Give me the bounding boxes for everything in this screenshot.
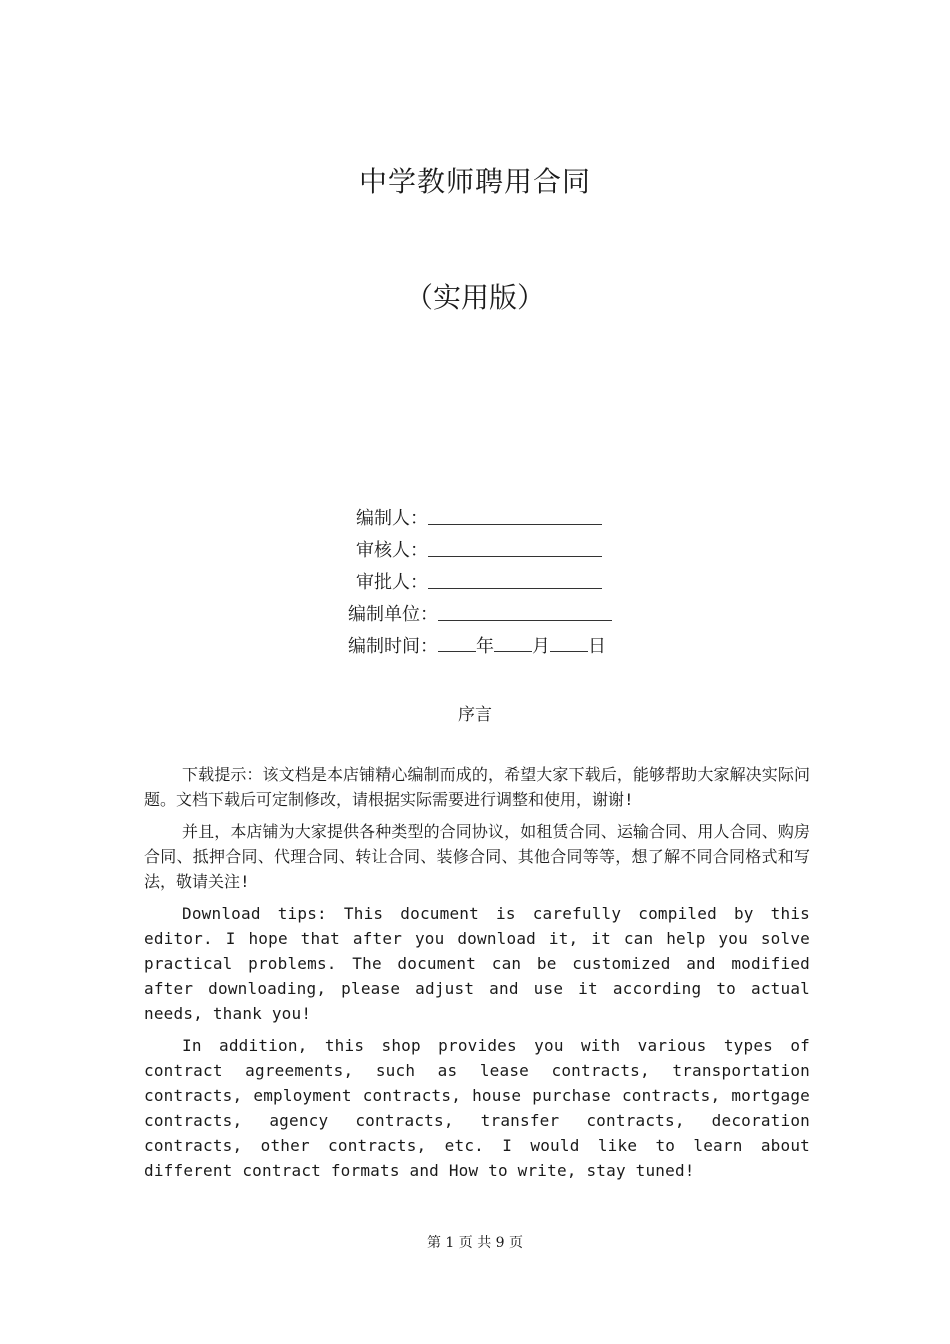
compiler-label: 编制人： — [356, 508, 428, 529]
preface-heading: 序言 — [458, 705, 492, 725]
compiler-row — [0, 504, 950, 536]
day-label: 日 — [588, 636, 606, 657]
day-blank — [550, 633, 588, 652]
unit-blank — [438, 620, 612, 621]
document-title: 中学教师聘用合同 — [358, 165, 591, 198]
approver-row — [0, 568, 950, 600]
preface-paragraph: In addition, this shop provides you with various types of contract agreements, such as lease contracts, transportation contracts, employment contracts, house purchase contracts, mortgage contracts, agency contracts, transfer contracts, decoration contracts, other contracts, etc. I would like to learn about different contract formats and How to write, stay tuned! — [144, 1036, 810, 1180]
unit-label: 编制单位： — [348, 604, 438, 625]
preface-paragraph: 下载提示：该文档是本店铺精心编制而成的，希望大家下载后，能够帮助大家解决实际问题。文档下载后可定制修改，请根据实际需要进行调整和使用，谢谢! — [144, 765, 810, 809]
month-blank — [494, 633, 532, 652]
year-blank — [438, 633, 476, 652]
reviewer-blank — [428, 556, 602, 557]
approver-blank — [428, 588, 602, 589]
year-label: 年 — [476, 636, 494, 657]
unit-row — [0, 600, 950, 632]
signoff-block — [0, 504, 950, 664]
time-label: 编制时间： — [348, 636, 438, 657]
document-subtitle: （实用版） — [404, 281, 545, 314]
time-row — [0, 632, 950, 664]
date-fields — [438, 632, 606, 658]
page-number: 第 1 页 共 9 页 — [426, 1235, 524, 1251]
preface-paragraph: 并且，本店铺为大家提供各种类型的合同协议，如租赁合同、运输合同、用人合同、购房合同、抵押合同、代理合同、转让合同、装修合同、其他合同等等，想了解不同合同格式和写法，敬请关注! — [144, 822, 810, 891]
month-label: 月 — [532, 636, 550, 657]
preface-body — [144, 762, 810, 1190]
compiler-blank — [428, 524, 602, 525]
reviewer-row — [0, 536, 950, 568]
preface-paragraph: Download tips: This document is carefully compiled by this editor. I hope that after you download it, it can help you solve practical problems. The document can be customized and modified after downloading, please adjust and use it according to actual needs, thank you! — [144, 904, 810, 1023]
reviewer-label: 审核人： — [356, 540, 428, 561]
approver-label: 审批人： — [356, 572, 428, 593]
